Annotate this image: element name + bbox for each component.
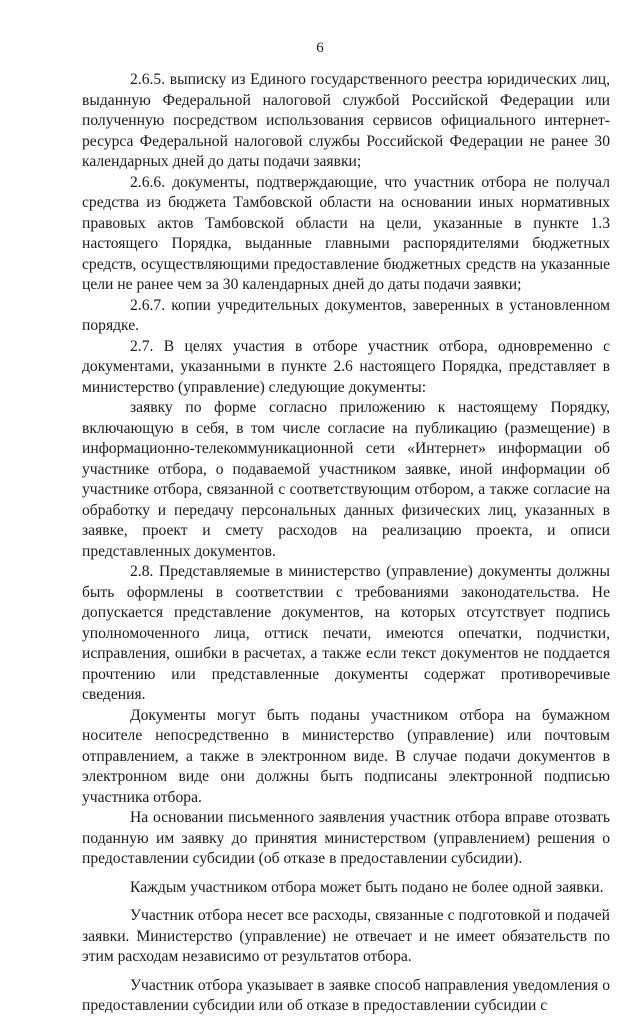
paragraph-2-6-7: 2.6.7. копии учредительных документов, заверенных в установленном порядке. bbox=[82, 296, 610, 334]
paragraph-submission-methods: Документы могут быть поданы участником отбора на бумажном носителе непосредственно в министерство (управление) или почтовым отправлением, а также в электронном виде. В случае подачи документов в электронном виде они должны быть подписаны электронной подписью участника отбора. bbox=[82, 706, 610, 806]
paragraph-withdrawal: На основании письменного заявления участник отбора вправе отозвать поданную им заявку до принятия министерством (управлением) решения о предоставлении субсидии (об отказе в предоставлении субсидии). bbox=[82, 809, 610, 867]
paragraph-single-application: Каждым участником отбора может быть подано не более одной заявки. bbox=[130, 878, 604, 896]
paragraph-2-7: 2.7. В целях участия в отборе участник отбора, одновременно с документами, указанными в пункте 2.6 настоящего Порядка, представляет в министерство (управление) следующие документы: bbox=[82, 337, 610, 396]
page-number: 6 bbox=[316, 40, 324, 56]
paragraph-expenses: Участник отбора несет все расходы, связанные с подготовкой и подачей заявки. Министерство (управление) не отвечает и не имеет обязательств по этим расходам независимо от результатов отбора. bbox=[82, 907, 610, 965]
document-body bbox=[82, 70, 610, 1017]
paragraph-2-6-5: 2.6.5. выписку из Единого государственного реестра юридических лиц, выданную Федеральной налоговой службой Российской Федерации или полученную посредством использования сервисов официального интернет-ресурса Федеральной налоговой службы Российской Федерации не ранее 30 календарных дней до даты подачи заявки; bbox=[82, 71, 610, 170]
paragraph-application-form: заявку по форме согласно приложению к настоящему Порядку, включающую в себя, в том числе согласие на публикацию (размещение) в информационно-телекоммуникационной сети «Интернет» информации об участнике отбора, о подаваемой участником заявке, иной информации об участнике отбора, связанной с соответствующим отбором, а также согласие на обработку и передачу персональных данных физических лиц, указанных в заявке, проект и смету расходов на реализацию проекта, и описи представленных документов. bbox=[82, 399, 610, 560]
paragraph-notification-method: Участник отбора указывает в заявке способ направления уведомления о предоставлении субсидии или об отказе в предоставлении субсидии с bbox=[82, 976, 610, 1014]
paragraph-2-6-6: 2.6.6. документы, подтверждающие, что участник отбора не получал средства из бюджета Тамбовской области на основании иных нормативных правовых актов Тамбовской области на цели, указанные в пункте 1.3 настоящего Порядка, выданные главными распорядителями бюджетных средств, осуществляющими предоставление бюджетных средств на указанные цели не ранее чем за 30 календарных дней до даты подачи заявки; bbox=[82, 173, 610, 293]
paragraph-2-8: 2.8. Представляемые в министерство (управление) документы должны быть оформлены в соответствии с требованиями законодательства. Не допускается представление документов, на которых отсутствует подпись уполномоченного лица, оттиск печати, имеются опечатки, подчистки, исправления, ошибки в расчетах, а также если текст документов не поддается прочтению или представленные документы содержат противоречивые сведения. bbox=[82, 563, 610, 703]
